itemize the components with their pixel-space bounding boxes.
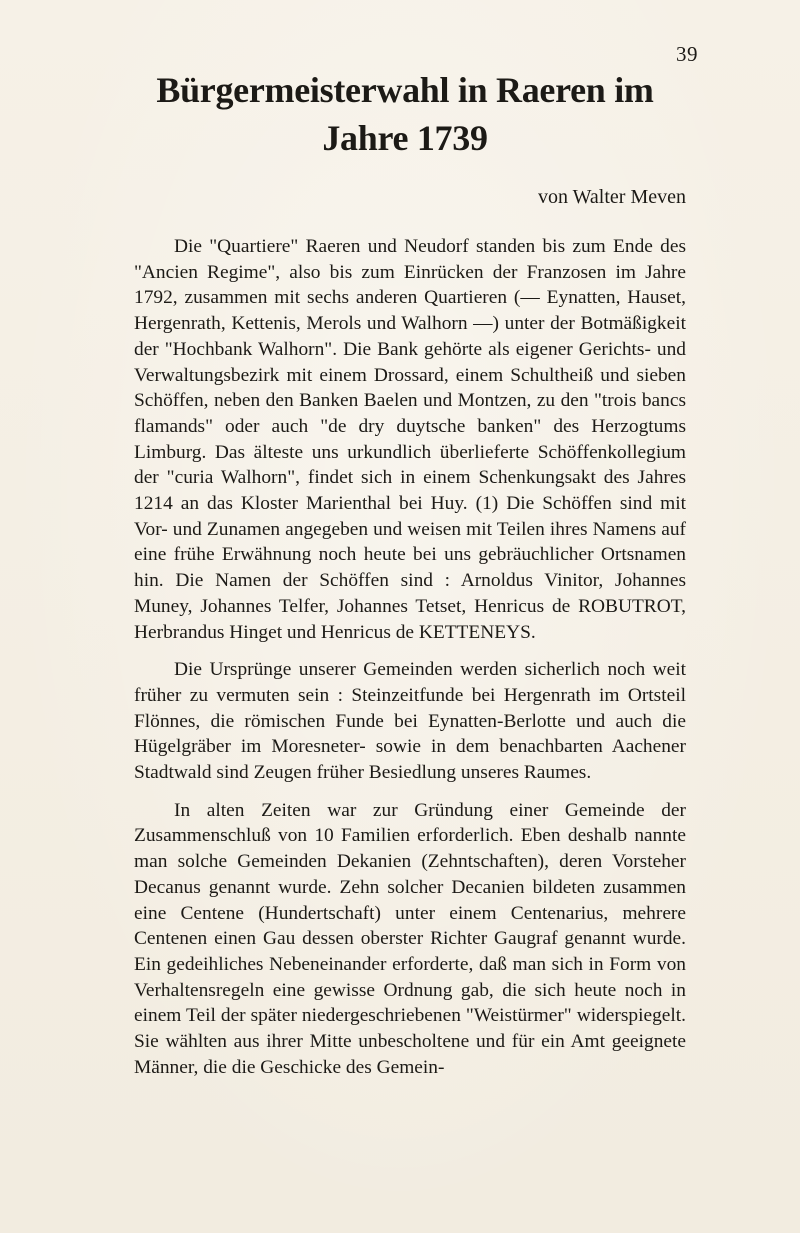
article-author: von Walter Meven (538, 186, 686, 208)
paragraph-3: In alten Zeiten war zur Gründung einer Gemeinde der Zusammenschluß von 10 Familien erforderlich. Eben deshalb nannte man solche Gemeinden Dekanien (Zehntschaften), deren Vorsteher Decanus genannt wurde. Zehn solcher Decanien bildeten zusammen eine Centene (Hundertschaft) unter einem Centenarius, mehrere Centenen einen Gau dessen oberster Richter Gaugraf genannt wurde. Ein gedeihliches Nebeneinander erforderte, daß man sich in Form von Verhaltensregeln eine gewisse Ordnung gab, die sich heute noch in einem Teil der später niedergeschriebenen "Weistürmer" widerspiegelt. Sie wählten aus ihrer Mitte unbescholtene und für ein Amt geeignete Männer, die die Geschicke des Gemein- (134, 799, 686, 1078)
paragraph-1: Die "Quartiere" Raeren und Neudorf standen bis zum Ende des "Ancien Regime", also bis zum Einrücken der Franzosen im Jahre 1792, zusammen mit sechs anderen Quartieren (— Eynatten, Hauset, Hergenrath, Kettenis, Merols und Walhorn —) unter der Botmäßigkeit der "Hochbank Walhorn". Die Bank gehörte als eigener Gerichts- und Verwaltungsbezirk mit einem Drossard, einem Schultheiß und sieben Schöffen, neben den Banken Baelen und Montzen, zu den "trois bancs flamands" oder auch "de dry duytsche banken" des Herzogtums Limburg. Das älteste uns urkundlich überlieferte Schöffenkollegium der "curia Walhorn", findet sich in einem Schenkungsakt des Jahres 1214 an das Kloster Marienthal bei Huy. (1) Die Schöffen sind mit Vor- und Zunamen angegeben und weisen mit Teilen ihres Namens auf eine frühe Erwähnung noch heute bei uns gebräuchlicher Ortsnamen hin. Die Namen der Schöffen sind : Arnoldus Vinitor, Johannes Muney, Johannes Telfer, Johannes Tetset, Henricus de ROBUTROT, Herbrandus Hinget und Henricus de KETTENEYS. (134, 236, 686, 643)
article-body (134, 234, 686, 1081)
page-number: 39 (676, 42, 698, 66)
article-title: Bürgermeisterwahl in Raeren im Jahre 1739 (156, 70, 654, 158)
paragraph-2: Die Ursprünge unserer Gemeinden werden sicherlich noch weit früher zu vermuten sein : Steinzeitfunde bei Hergenrath im Ortsteil Flönnes, die römischen Funde bei Eynatten-Berlotte und auch die Hügelgräber im Moresneter- sowie in dem benachbarten Aachener Stadtwald sind Zeugen früher Besiedlung unseres Raumes. (134, 659, 686, 784)
